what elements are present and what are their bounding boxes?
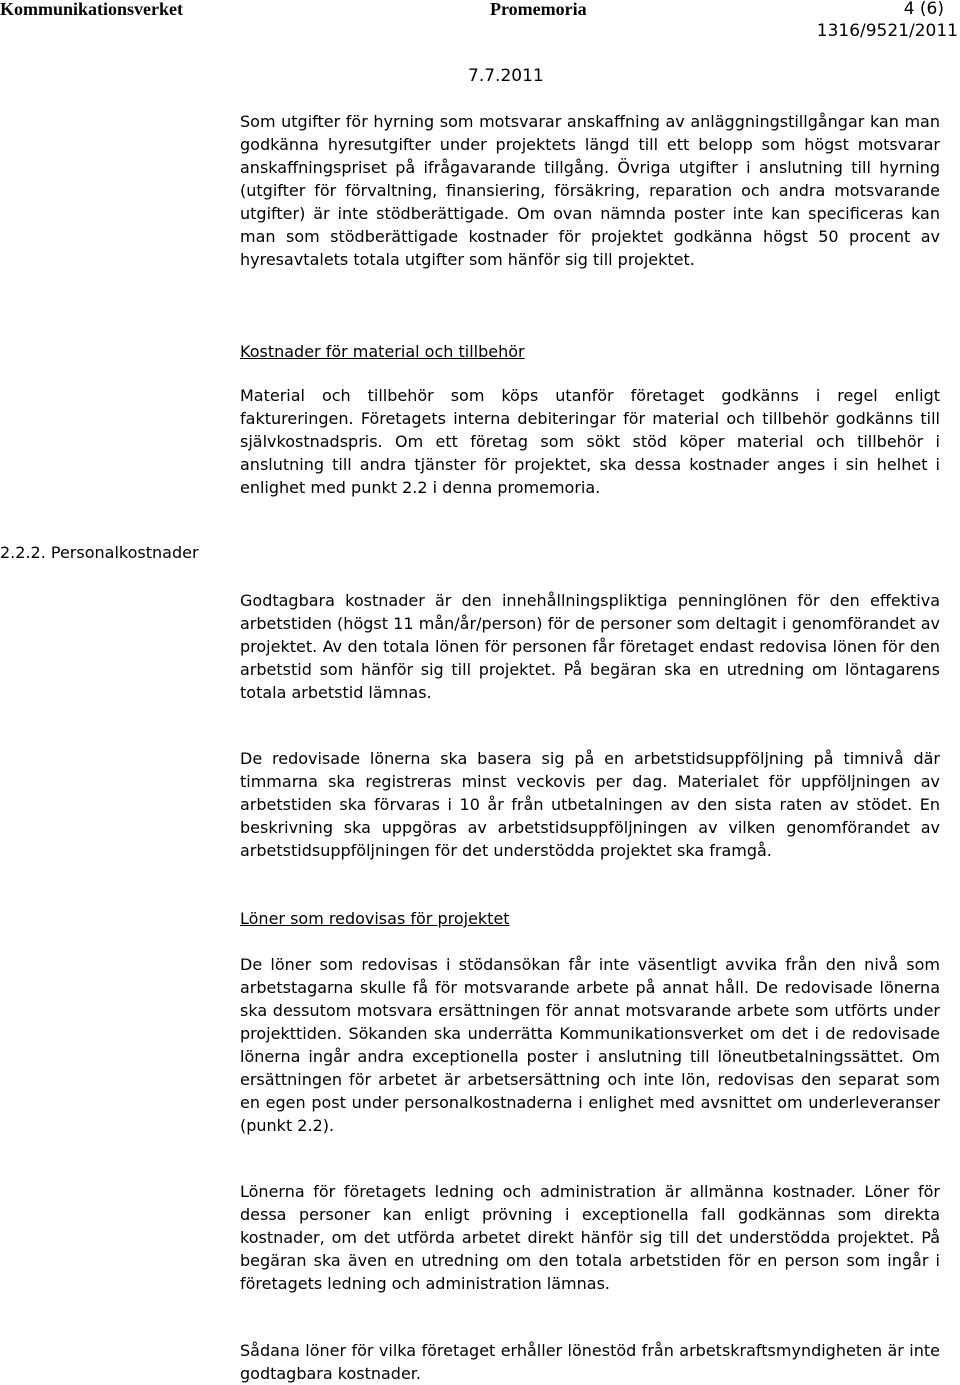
header-date: 7.7.2011 [468,66,544,86]
paragraph-loner-2: Lönerna för företagets ledning och administration är allmänna kostnader. Löner för dessa personer kan enligt prövning i exceptionella fall godkännas som direkta kostnader, om det utförda arbetet direkt hänför sig till det understödda projektet. På begäran ska även en utredning om den totala arbetstiden för en person som ingår i företagets ledning och administration lämnas. [240,1182,940,1293]
paragraph-loner-1: De löner som redovisas i stödansökan får inte väsentligt avvika från den nivå som arbetstagarna skulle få för motsvarande arbete på annat håll. De redovisade lönerna ska dessutom motsvara ersättningen för annat motsvarande arbete som utförts under projekttiden. Sökanden ska underrätta Kommunikationsverket om det i de redovisade lönerna ingår andra exceptionella poster i anslutning till löneutbetalningssättet. Om ersättningen för arbetet är arbetsersättning och inte lön, redovisas den separat som en egen post under personalkostnaderna i enlighet med avsnittet om underleveranser (punkt 2.2). [240,955,940,1135]
header-document-type: Promemoria [490,0,587,19]
heading-loner: Löner som redovisas för projektet [240,909,510,928]
paragraph-personal-2: De redovisade lönerna ska basera sig på en arbetstidsuppföljning på timnivå där timmarna ska registreras minst veckovis per dag. Materialet för uppföljningen av arbetstiden ska förvaras i 10 år från utbetalningen av den sista raten av stödet. En beskrivning ska uppgöras av arbetstidsuppföljningen av vilken genomförandet av arbetstidsuppföljningen för det understödda projektet ska framgå. [240,749,940,860]
header-diary-number: 1316/9521/2011 [816,21,958,41]
paragraph-loner-3: Sådana löner för vilka företaget erhåller lönestöd från arbetskraftsmyndigheten är inte godtagbara kostnader. [240,1341,940,1383]
header-organization: Kommunikationsverket [0,0,184,19]
paragraph-hyrning: Som utgifter för hyrning som motsvarar anskaffning av anläggningstillgångar kan man godkänna hyresutgifter under projektets längd till ett belopp som högst motsvarar anskaffningspriset på ifrågavarande tillgång. Övriga utgifter i anslutning till hyrning (utgifter för förvaltning, finansiering, försäkring, reparation och andra motsvarande utgifter) är inte stödberättigade. Om ovan nämnda poster inte kan specificeras kan man som stödberättigade kostnader för projektet godkänna högst 50 procent av hyresavtalets totala utgifter som hänför sig till projektet. [240,112,940,269]
header-page-number: 4 (6) [903,0,944,19]
paragraph-material: Material och tillbehör som köps utanför företaget godkänns i regel enligt faktureringen. Företagets interna debiteringar för material och tillbehör godkänns till självkostnadspris. Om ett företag som sökt stöd köper material och tillbehör i anslutning till andra tjänster för projektet, ska dessa kostnader anges i sin helhet i enlighet med punkt 2.2 i denna promemoria. [240,386,940,497]
heading-material: Kostnader för material och tillbehör [240,342,525,361]
section-label-personalkostnader: 2.2.2. Personalkostnader [0,543,199,562]
paragraph-personal-1: Godtagbara kostnader är den innehållningspliktiga penninglönen för den effektiva arbetstiden (högst 11 mån/år/person) för de personer som deltagit i genomförandet av projektet. Av den totala lönen för personen får företaget endast redovisa lönen för den arbetstid som hänför sig till projektet. På begäran ska en utredning om löntagarens totala arbetstid lämnas. [240,591,940,702]
